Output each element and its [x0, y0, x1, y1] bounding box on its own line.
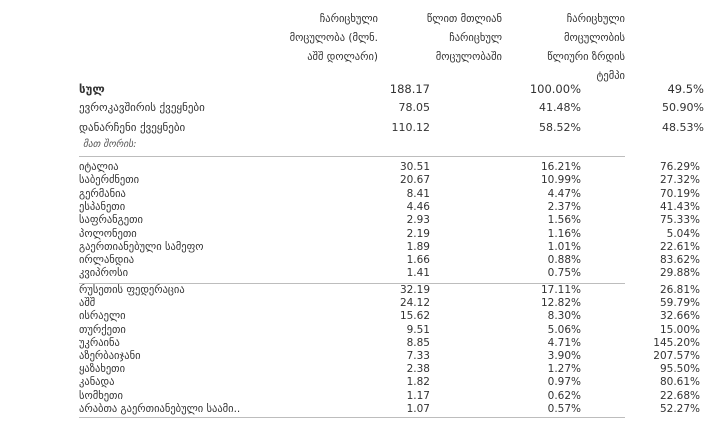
value-share: 8.30%: [547, 310, 581, 323]
value-growth: 95.50%: [659, 363, 700, 376]
header-line: ჩარიცხულ: [449, 32, 502, 44]
header-line: მოცულობა (მლნ.: [289, 32, 378, 44]
value-volume: 15.62: [399, 310, 430, 323]
value-growth: 207.57%: [653, 350, 700, 362]
table-row: [79, 227, 700, 241]
table-row: [79, 187, 700, 201]
value-volume: 78.05: [398, 101, 430, 114]
value-share: 0.57%: [547, 402, 581, 415]
value-volume: 2.19: [406, 227, 430, 240]
value-share: 12.82%: [540, 297, 581, 310]
table-row: [79, 254, 700, 267]
table-row: [79, 240, 700, 254]
value-growth: 52.27%: [659, 402, 700, 415]
value-growth: 49.5%: [667, 82, 704, 96]
country-label: რუსეთის ფედერაცია: [79, 284, 185, 296]
summary-row-eu: [79, 101, 704, 117]
header-share-of-total: [390, 10, 502, 67]
summary-row-total: [79, 82, 704, 98]
table-row: [79, 284, 700, 297]
country-label: ისრაელი: [79, 310, 126, 323]
value-volume: 4.46: [406, 200, 430, 213]
header-annual-growth: [505, 10, 625, 86]
country-label: საფრანგეთი: [79, 214, 143, 227]
country-label: ირლანდია: [79, 254, 135, 267]
value-share: 17.11%: [540, 284, 581, 296]
value-growth: 145.20%: [653, 336, 700, 349]
table-row: [79, 323, 700, 337]
value-volume: 1.66: [406, 254, 430, 267]
row-label: დანარჩენი ქვეყნები: [79, 121, 186, 134]
value-volume: 8.85: [406, 336, 430, 349]
header-line: წლიური ზრდის: [547, 51, 625, 63]
country-label: სომხეთი: [79, 389, 123, 402]
value-growth: 70.19%: [659, 187, 700, 200]
value-volume: 8.41: [406, 187, 430, 200]
value-growth: 27.32%: [659, 174, 700, 187]
value-share: 16.21%: [540, 161, 581, 173]
value-growth: 22.61%: [659, 240, 700, 253]
summary-row-other: [79, 121, 704, 137]
divider-bottom: [79, 417, 625, 418]
value-growth: 50.90%: [662, 101, 704, 114]
country-label: არაბთა გაერთიანებული საამი..: [79, 402, 241, 415]
value-volume: 1.89: [406, 240, 430, 253]
value-volume: 9.51: [406, 323, 430, 336]
table-row: [79, 200, 700, 214]
country-label: თურქეთი: [79, 323, 126, 336]
country-label: აშშ: [79, 297, 96, 310]
value-share: 1.01%: [547, 240, 581, 253]
divider-top: [79, 156, 625, 157]
value-growth: 83.62%: [659, 254, 700, 267]
header-line: აშშ დოლარი): [307, 51, 378, 63]
value-share: 1.56%: [547, 214, 581, 227]
value-share: 5.06%: [547, 323, 581, 336]
table-row: [79, 402, 700, 416]
value-volume: 110.12: [391, 121, 430, 134]
row-label: სულ: [79, 82, 105, 96]
value-volume: 1.07: [406, 402, 430, 415]
country-label: გერმანია: [79, 187, 126, 200]
value-volume: 20.67: [399, 174, 430, 187]
table-row: [79, 336, 700, 350]
value-share: 1.27%: [547, 363, 581, 376]
value-volume: 24.12: [399, 297, 430, 310]
value-growth: 76.29%: [659, 161, 700, 173]
value-growth: 26.81%: [659, 284, 700, 296]
value-volume: 30.51: [399, 161, 430, 173]
header-remitted-volume: [232, 10, 378, 67]
value-share: 4.71%: [547, 336, 581, 349]
row-label: ევროკავშირის ქვეყნები: [79, 101, 205, 114]
table-row: [79, 297, 700, 310]
country-label: აზერბაიჯანი: [79, 350, 141, 362]
value-growth: 75.33%: [659, 214, 700, 227]
value-share: 1.16%: [547, 227, 581, 240]
value-volume: 1.17: [406, 389, 430, 402]
value-growth: 80.61%: [659, 376, 700, 389]
value-growth: 41.43%: [659, 200, 700, 213]
value-share: 10.99%: [540, 174, 581, 187]
value-share: 100.00%: [529, 82, 581, 96]
value-share: 0.75%: [547, 267, 581, 280]
value-growth: 48.53%: [662, 121, 704, 134]
country-label: ესპანეთი: [79, 200, 126, 213]
header-line: ჩარიცხული: [319, 13, 378, 25]
country-label: გაერთიანებული სამეფო: [79, 240, 204, 253]
table-row: [79, 350, 700, 363]
value-volume: 2.38: [406, 363, 430, 376]
value-share: 0.97%: [547, 376, 581, 389]
table-row: [79, 214, 700, 227]
value-share: 0.88%: [547, 254, 581, 267]
header-line: ჩარიცხული: [566, 13, 625, 25]
subheading-of-which: მათ შორის:: [83, 139, 137, 150]
value-volume: 188.17: [389, 82, 430, 96]
value-share: 3.90%: [547, 350, 581, 362]
country-label: კვიპროსი: [79, 267, 129, 280]
country-label: პოლონეთი: [79, 227, 137, 240]
header-line: ტემპი: [596, 70, 625, 82]
country-label: საბერძნეთი: [79, 174, 140, 187]
country-label: კანადა: [79, 376, 115, 389]
value-growth: 59.79%: [659, 297, 700, 310]
value-growth: 29.88%: [659, 267, 700, 280]
value-share: 0.62%: [547, 389, 581, 402]
table-row: [79, 389, 700, 403]
table-row: [79, 174, 700, 187]
value-volume: 1.82: [406, 376, 430, 389]
value-growth: 22.68%: [659, 389, 700, 402]
value-share: 2.37%: [547, 200, 581, 213]
table-row: [79, 376, 700, 389]
value-share: 58.52%: [539, 121, 581, 134]
value-share: 41.48%: [539, 101, 581, 114]
country-label: უკრაინა: [79, 336, 120, 349]
header-line: მოცულობაში: [435, 51, 502, 63]
header-line: წლით მთლიან: [426, 13, 502, 25]
table-row: [79, 310, 700, 323]
value-volume: 7.33: [406, 350, 430, 362]
value-volume: 1.41: [406, 267, 430, 280]
value-growth: 5.04%: [666, 227, 700, 240]
value-growth: 32.66%: [659, 310, 700, 323]
table-row: [79, 161, 700, 174]
header-line: მოცულობის: [563, 32, 625, 44]
value-growth: 15.00%: [659, 323, 700, 336]
value-volume: 2.93: [406, 214, 430, 227]
table-row: [79, 267, 700, 280]
value-volume: 32.19: [399, 284, 430, 296]
table-row: [79, 363, 700, 376]
country-label: იტალია: [79, 161, 119, 173]
value-share: 4.47%: [547, 187, 581, 200]
country-label: ყაზახეთი: [79, 363, 126, 376]
